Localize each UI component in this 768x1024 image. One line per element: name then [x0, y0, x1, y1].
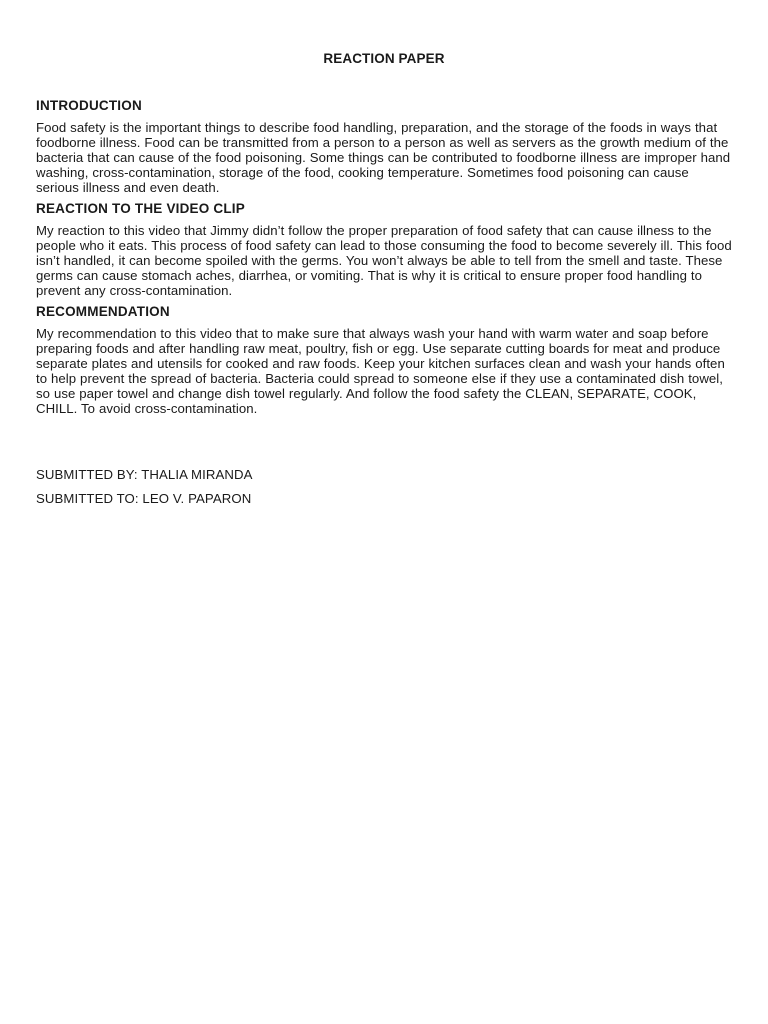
- section-body-recommendation: My recommendation to this video that to make sure that always wash your hand with warm water and soap before preparing foods and after handling raw meat, poultry, fish or egg. Use separate cutting boards for meat and produce separate plates and utensils for cooked and raw foods. Keep your kitchen surfaces clean and wash your hands often to help prevent the spread of bacteria. Bacteria could spread to someone else if they use a contaminated dish towel, so use paper towel and change dish towel regularly. And follow the food safety the CLEAN, SEPARATE, COOK, CHILL. To avoid cross-contamination.: [36, 326, 725, 416]
- section-heading-recommendation: RECOMMENDATION: [36, 304, 170, 319]
- section-reaction: [36, 201, 732, 298]
- section-introduction: [36, 98, 732, 195]
- document-title: REACTION PAPER: [323, 51, 445, 66]
- submitted-by: SUBMITTED BY: THALIA MIRANDA: [36, 467, 253, 482]
- section-body-reaction: My reaction to this video that Jimmy didn’t follow the proper preparation of food safety that can cause illness to the people who it eats. This process of food safety can lead to those consuming the food to become severely ill. This food isn’t handled, it can become spoiled with the germs. You won’t always be able to tell from the smell and taste. These germs can cause stomach aches, diarrhea, or vomiting. That is why it is critical to ensure proper food handling to prevent any cross-contamination.: [36, 223, 732, 298]
- submitted-to: SUBMITTED TO: LEO V. PAPARON: [36, 491, 252, 506]
- section-body-introduction: Food safety is the important things to describe food handling, preparation, and the storage of the foods in ways that foodborne illness. Food can be transmitted from a person to a person as well as servers as the growth medium of the bacteria that can cause of the food poisoning. Some things can be contributed to foodborne illness are improper hand washing, cross-contamination, storage of the food, cooking temperature. Sometimes food poisoning can cause serious illness and even death.: [36, 120, 731, 195]
- section-recommendation: [36, 304, 732, 416]
- section-heading-reaction: REACTION TO THE VIDEO CLIP: [36, 201, 245, 216]
- signature-block: [36, 467, 732, 507]
- section-heading-introduction: INTRODUCTION: [36, 98, 142, 113]
